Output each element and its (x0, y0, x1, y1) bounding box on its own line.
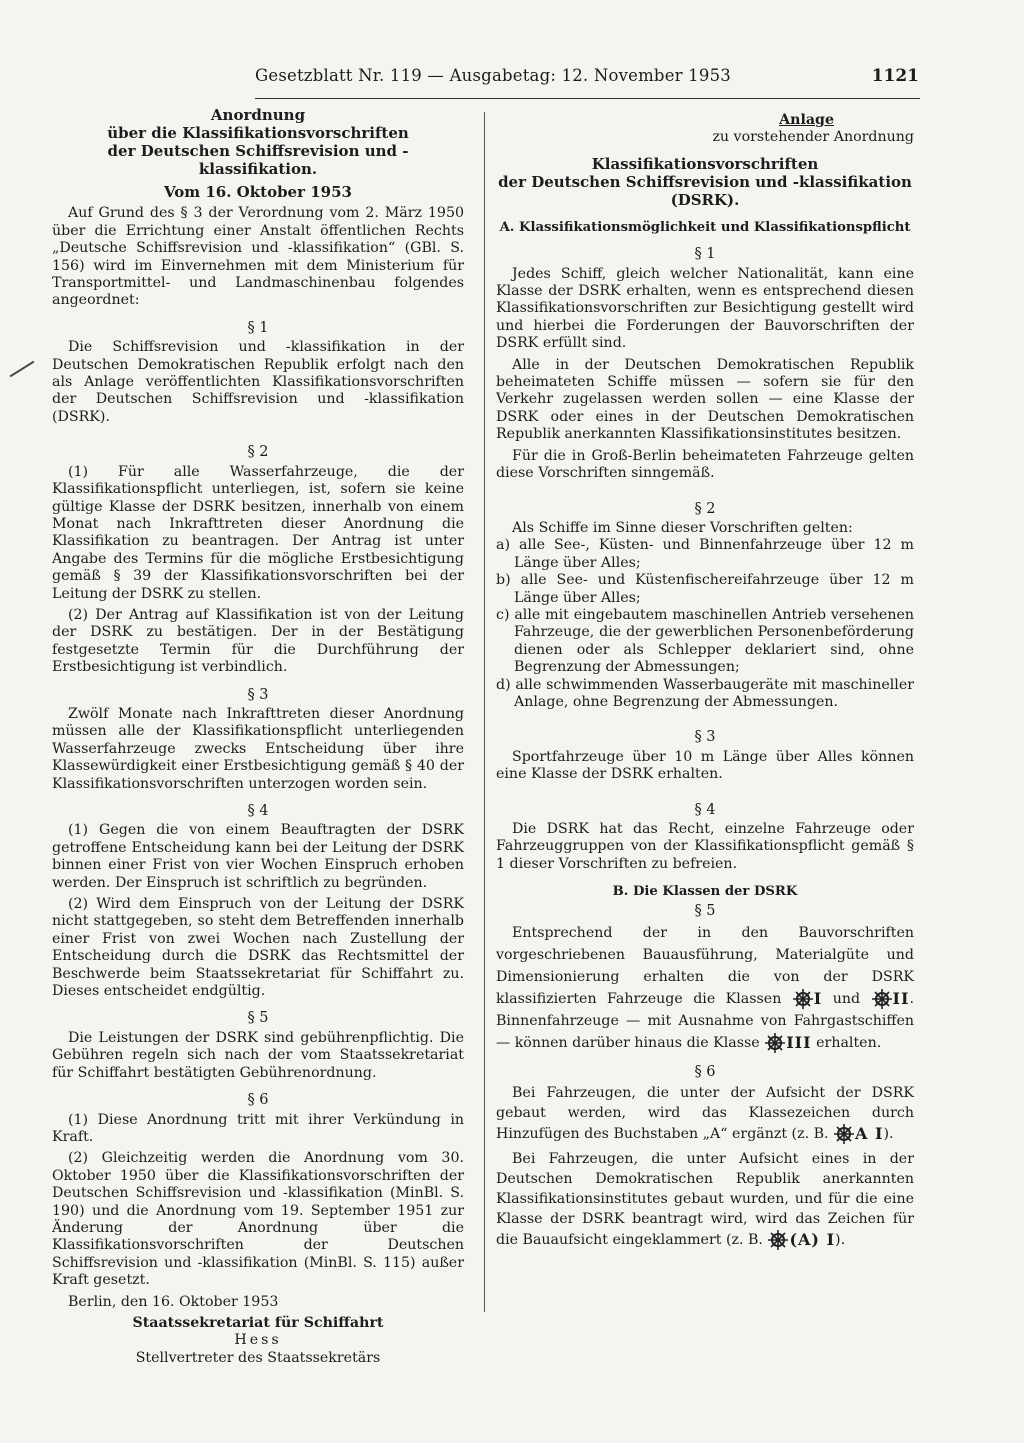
left-column (52, 106, 464, 1367)
part-heading: A. Klassifikationsmöglichkeit und Klassifikationspflicht (499, 219, 911, 235)
section-text: Die DSRK hat das Recht, einzelne Fahrzeuge oder Fahrzeuggruppen von der Klassifikationspflicht gemäß § 1 dieser Vorschriften zu befreien. (496, 821, 914, 872)
section-text: (2) Der Antrag auf Klassifikation ist von der Leitung der DSRK zu bestätigen. Der in der Bestätigung festgesetzte Termin für die Durchführung der Erstbesichtigung ist verbindlich. (52, 606, 464, 676)
list-item: c) alle mit eingebautem maschinellen Antrieb versehenen Fahrzeuge, die der gewerblichen Personenbeförderung dienen oder als Schlepper deklariert sind, ohne Begrenzung der Abmessungen; (496, 606, 914, 676)
margin-pen-mark (10, 361, 35, 378)
part-heading: B. Die Klassen der DSRK (612, 884, 798, 900)
ship-wheel-icon (767, 1229, 789, 1251)
section-text: Für die in Groß-Berlin beheimateten Fahrzeuge gelten diese Vorschriften sinngemäß. (496, 447, 914, 482)
title-line: Klassifikationsvorschriften (591, 154, 819, 173)
text-run: ). (883, 1126, 894, 1143)
section-text: Die Leistungen der DSRK sind gebührenpflichtig. Die Gebühren regeln sich nach der vom Staatssekretariat für Schiffahrt bestätigten Gebührenordnung. (52, 1029, 464, 1081)
title-line: der Deutschen Schiffsrevision und -klassifikation. (107, 142, 409, 178)
class-example-A: A I (855, 1124, 884, 1144)
class-mark-I: I (813, 989, 823, 1009)
text-run: Bei Fahrzeugen, die unter der Aufsicht der DSRK gebaut werden, wird das Klassezeichen durch Hinzufügen des Buchstaben „A“ ergänzt (z. B. (496, 1085, 914, 1143)
class-text: Entsprechend der in den Bauvorschriften vorgeschriebenen Bauausführung, Materialgüte und Dimensionierung erhalten die von der DSRK klassifizierten Fahrzeuge die Klassen (496, 925, 914, 1008)
ship-wheel-icon (871, 988, 893, 1010)
section-heading: § 1 (694, 246, 716, 263)
ship-wheel-icon (833, 1123, 855, 1145)
section-text: Als Schiffe im Sinne dieser Vorschriften gelten: (512, 519, 853, 536)
ship-wheel-icon (764, 1032, 786, 1054)
title-line: (DSRK). (670, 190, 740, 209)
title-line: über die Klassifikationsvorschriften (107, 124, 409, 142)
section-text: Jedes Schiff, gleich welcher Nationalität, kann eine Klasse der DSRK erhalten, wenn es entsprechend diesen Klassifikationsvorschriften zur Besichtigung gestellt wird und hierbei die Forderungen der Bauvorschriften der DSRK erfüllt sind. (496, 265, 914, 352)
annex-title (496, 155, 914, 209)
section-text: (2) Wird dem Einspruch von der Leitung der DSRK nicht stattgegeben, so steht dem Betreffenden innerhalb einer Frist von zwei Wochen nach Zustellung der Entscheidung durch die DSRK das Rechtsmittel der Beschwerde beim Staatssekretariat für Schiffahrt zu. Dieses entscheidet endgültig. (52, 896, 464, 1000)
list-item: d) alle schwimmenden Wasserbaugeräte mit maschineller Anlage, ohne Begrenzung der Abmessungen. (496, 676, 914, 710)
section-heading: § 1 (247, 319, 269, 336)
ship-wheel-icon (792, 988, 814, 1010)
title-line: Anordnung (210, 106, 306, 124)
section-heading: § 6 (694, 1064, 716, 1081)
place-date: Berlin, den 16. Oktober 1953 (68, 1293, 279, 1310)
column-divider (484, 112, 485, 1312)
annex-subtitle: zu vorstehender Anordnung (712, 129, 914, 146)
text-run: Bei Fahrzeugen, die unter Aufsicht eines in der Deutschen Demokratischen Republik anerkannten Klassifikationsinstitutes gebaut wurden, und für die eine Klasse der DSRK beantragt wird, wird das Zeichen für die Bauaufsicht eingeklammert (z. B. (496, 1151, 914, 1249)
decree-date: Vom 16. Oktober 1953 (164, 183, 352, 201)
section-text: Die Schiffsrevision und -klassifikation in der Deutschen Demokratischen Republik erfolgt nach den als Anlage veröffentlichten Klassifikationsvorschriften der Deutschen Schiffsrevision und -klassifikation (DSRK). (52, 339, 464, 425)
class-text: erhalten. (816, 1035, 882, 1052)
right-column (496, 112, 914, 1251)
section-text: (1) Gegen die von einem Beauftragten der DSRK getroffene Entscheidung kann bei der Leitung der DSRK binnen einer Frist von vier Wochen Einspruch erhoben werden. Der Einspruch ist schriftlich zu begründen. (52, 822, 464, 891)
signature-role: Stellvertreter des Staatssekretärs (135, 1349, 381, 1366)
section-text: (2) Gleichzeitig werden die Anordnung vom 30. Oktober 1950 über die Klassifikationsvorschriften der Deutschen Schiffsrevision und -klassifikation (MinBl. S. 190) und die Anordnung vom 19. September 1951 zur Änderung der Anordnung über die Klassifikationsvorschriften der Deutschen Schiffsrevision und -klassifikation (MinBl. S. 115) außer Kraft gesetzt. (52, 1150, 464, 1289)
section-text (496, 1149, 914, 1251)
class-text: und (832, 991, 861, 1008)
title-line: der Deutschen Schiffsrevision und -klassifikation (498, 172, 912, 191)
page-number: 1121 (871, 66, 919, 86)
list-item: a) alle See-, Küsten- und Binnenfahrzeuge über 12 m Länge über Alles; (496, 537, 914, 571)
header-rule (255, 98, 920, 99)
section-text: Sportfahrzeuge über 10 m Länge über Alles können eine Klasse der DSRK erhalten. (496, 748, 914, 783)
list-item: b) alle See- und Küstenfischereifahrzeuge über 12 m Länge über Alles; (496, 572, 914, 606)
section-heading: § 3 (247, 686, 269, 703)
section-heading: § 5 (247, 1010, 269, 1027)
section-heading: § 6 (247, 1092, 269, 1109)
annex-label (496, 112, 914, 129)
class-example-bracketed-A: (A) I (789, 1230, 836, 1250)
section-text-classes (496, 922, 914, 1054)
class-text: . Binnenfahrzeuge — mit Ausnahme von Fahrgastschiffen — können darüber hinaus die Klasse (496, 991, 914, 1052)
section-heading: § 5 (694, 902, 716, 919)
section-text: (1) Diese Anordnung tritt mit ihrer Verkündung in Kraft. (52, 1111, 464, 1145)
page-header: Gesetzblatt Nr. 119 — Ausgabetag: 12. November 1953 (255, 66, 731, 85)
signature-name: Hess (234, 1332, 282, 1349)
section-heading: § 4 (694, 801, 716, 818)
section-heading: § 4 (247, 803, 269, 819)
class-mark-III: III (786, 1033, 812, 1053)
class-mark-II: II (892, 989, 910, 1009)
section-text: Alle in der Deutschen Demokratischen Republik beheimateten Schiffe müssen — sofern sie für den Verkehr zugelassen werden sollen — eine Klasse der DSRK oder eines in der Deutschen Demokratischen Republik anerkannten Klassifikationsinstitutes besitzen. (496, 356, 914, 443)
decree-title (52, 106, 464, 178)
signature-organization: Staatssekretariat für Schiffahrt (132, 1314, 384, 1331)
annex-word: Anlage (779, 112, 834, 128)
section-heading: § 3 (694, 729, 716, 746)
section-text: (1) Für alle Wasserfahrzeuge, die der Klassifikationspflicht unterliegen, ist, sofern sie keine gültige Klasse der DSRK besitzen, innerhalb von einem Monat nach Inkrafttreten dieser Anordnung die Klassifikation zu beantragen. Der Antrag ist unter Angabe des Termins für die mögliche Erstbesichtigung gemäß § 39 der Klassifikationsvorschriften bei der Leitung der DSRK zu stellen. (52, 463, 464, 602)
text-run: ). (835, 1232, 846, 1249)
section-text (496, 1083, 914, 1145)
section-text: Zwölf Monate nach Inkrafttreten dieser Anordnung müssen alle der Klassifikationspflicht unterliegenden Wasserfahrzeuge zwecks Entscheidung über ihre Klassewürdigkeit einer Erstbesichtigung gemäß § 40 der Klassifikationsvorschriften unterzogen worden sein. (52, 705, 464, 792)
section-heading: § 2 (247, 444, 269, 461)
preamble: Auf Grund des § 3 der Verordnung vom 2. März 1950 über die Errichtung einer Anstalt öffentlichen Rechts „Deutsche Schiffsrevision und -klassifikation“ (GBl. S. 156) wird im Einvernehmen mit dem Ministerium für Transportmittel- und Landmaschinenbau folgendes angeordnet: (52, 205, 464, 309)
section-heading: § 2 (694, 500, 716, 517)
